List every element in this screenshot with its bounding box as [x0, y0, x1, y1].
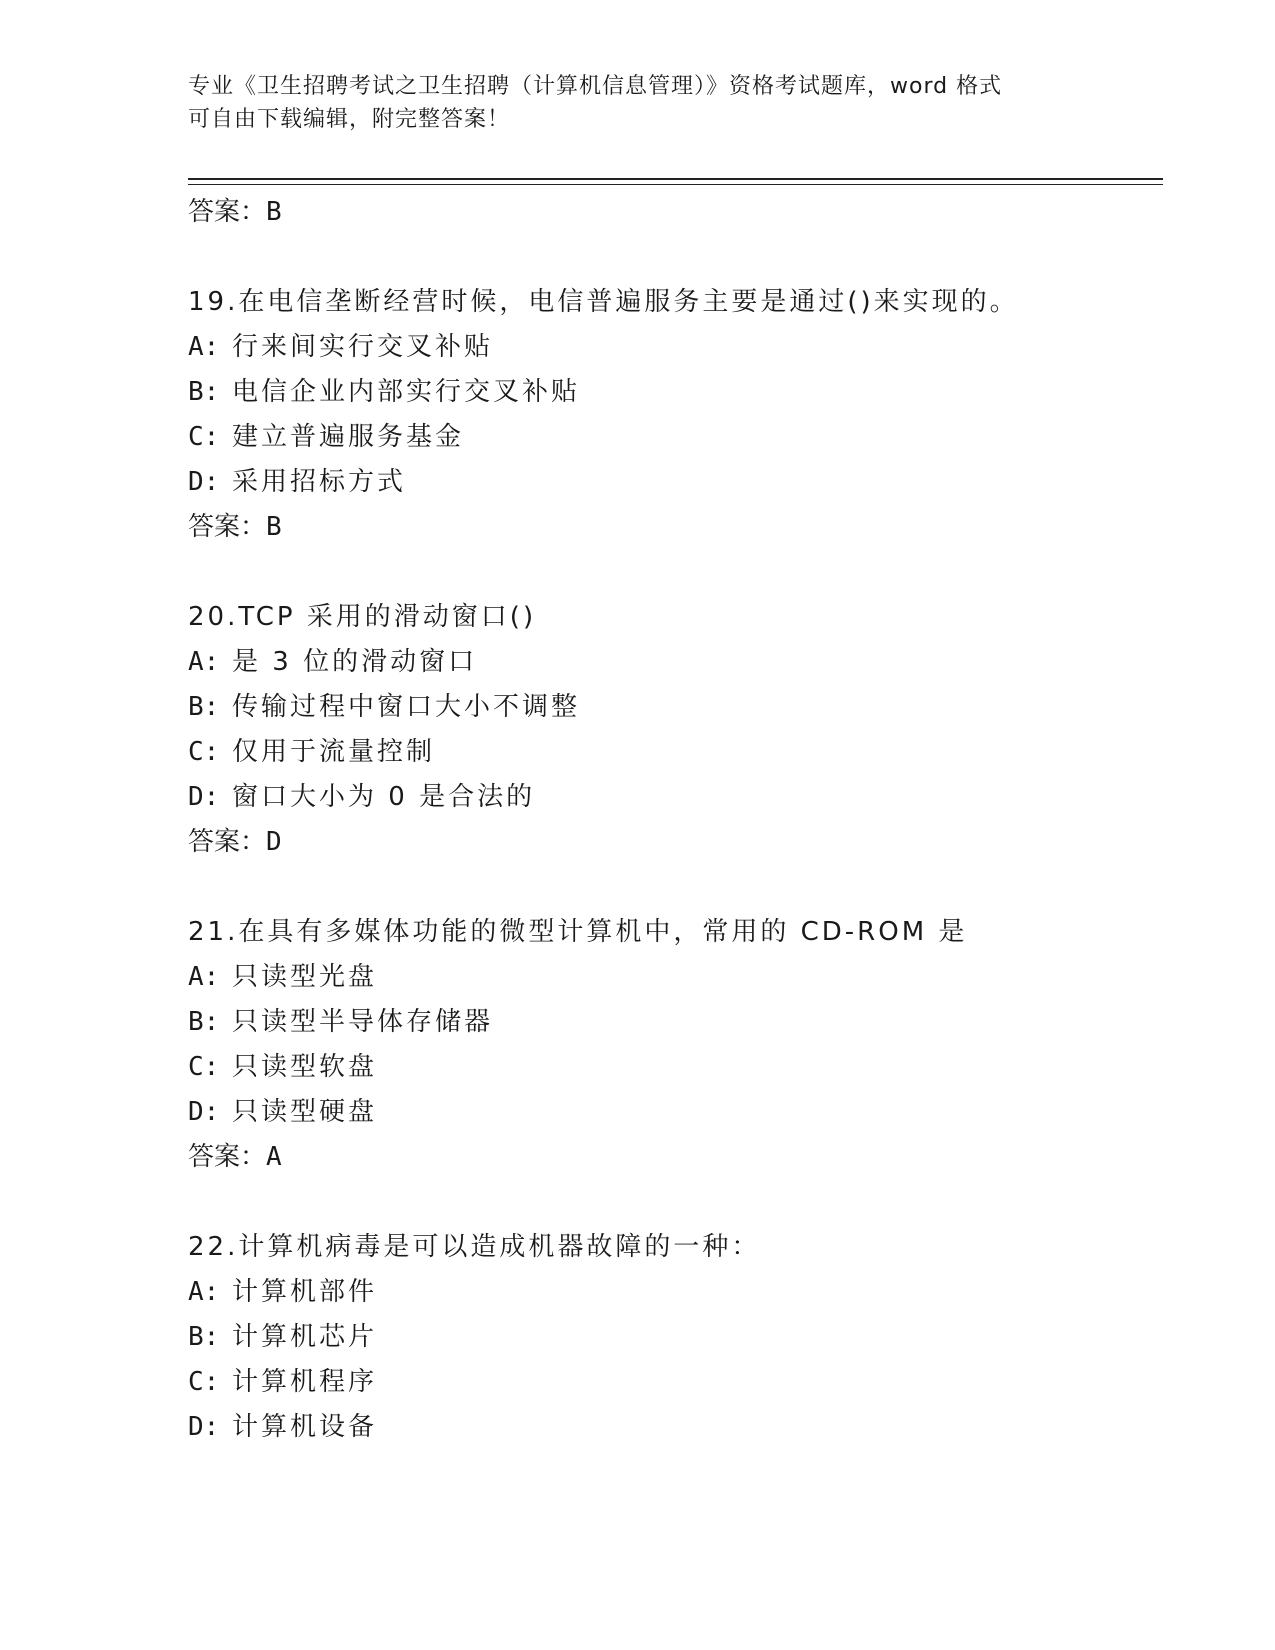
q19-answer: [188, 510, 282, 544]
question-21: 21.在具有多媒体功能的微型计算机中，常用的 CD-ROM 是: [188, 917, 968, 947]
option-key: D:: [188, 467, 220, 497]
option-text: 计算机部件: [232, 1277, 378, 1307]
answer-value: D: [266, 827, 282, 857]
option-key: B:: [188, 1322, 220, 1352]
option-text: 只读型软盘: [232, 1052, 378, 1082]
q21-option-c: [188, 1050, 377, 1084]
question-22: 22.计算机病毒是可以造成机器故障的一种：: [188, 1232, 761, 1262]
option-text: 是 3 位的滑动窗口: [232, 647, 478, 677]
option-key: A:: [188, 962, 220, 992]
option-key: A:: [188, 647, 220, 677]
option-text: 只读型半导体存储器: [232, 1007, 494, 1037]
q21-option-b: [188, 1005, 493, 1039]
answer-value: A: [266, 1142, 282, 1172]
prev-answer: [188, 195, 282, 229]
answer-value: B: [266, 197, 282, 227]
option-text: 计算机程序: [232, 1367, 378, 1397]
header-rule-thin: [188, 184, 1163, 185]
option-key: A:: [188, 1277, 220, 1307]
header-line-2: 可自由下载编辑，附完整答案！: [188, 107, 511, 132]
option-key: C:: [188, 737, 220, 767]
option-key: D:: [188, 1097, 220, 1127]
answer-value: B: [266, 512, 282, 542]
option-text: 电信企业内部实行交叉补贴: [232, 377, 581, 407]
option-key: D:: [188, 1412, 220, 1442]
q21-answer: [188, 1140, 282, 1174]
answer-label: 答案：: [188, 827, 267, 857]
q22-option-c: [188, 1365, 377, 1399]
answer-label: 答案：: [188, 1142, 267, 1172]
option-key: B:: [188, 1007, 220, 1037]
q22-option-b: [188, 1320, 377, 1354]
option-key: D:: [188, 782, 220, 812]
option-key: B:: [188, 377, 220, 407]
q22-option-a: [188, 1275, 377, 1309]
q21-option-a: [188, 960, 377, 994]
q19-option-d: [188, 465, 406, 499]
option-key: A:: [188, 332, 220, 362]
q20-option-b: [188, 690, 580, 724]
question-20: 20.TCP 采用的滑动窗口(): [188, 602, 537, 632]
q20-option-d: [188, 780, 535, 814]
option-text: 仅用于流量控制: [232, 737, 436, 767]
q19-option-c: [188, 420, 464, 454]
document-header: [188, 70, 1088, 136]
option-text: 计算机芯片: [232, 1322, 378, 1352]
q20-option-c: [188, 735, 435, 769]
option-key: C:: [188, 1052, 220, 1082]
question-19: 19.在电信垄断经营时候，电信普遍服务主要是通过()来实现的。: [188, 287, 1019, 317]
option-key: B:: [188, 692, 220, 722]
header-rule-thick: [188, 178, 1163, 180]
option-key: C:: [188, 1367, 220, 1397]
option-text: 行来间实行交叉补贴: [232, 332, 494, 362]
q20-option-a: [188, 645, 477, 679]
option-key: C:: [188, 422, 220, 452]
option-text: 采用招标方式: [232, 467, 407, 497]
header-line-1: 专业《卫生招聘考试之卫生招聘（计算机信息管理）》资格考试题库，word 格式: [188, 74, 1003, 99]
q19-option-b: [188, 375, 580, 409]
q20-answer: [188, 825, 282, 859]
q21-option-d: [188, 1095, 377, 1129]
q22-option-d: [188, 1410, 377, 1444]
option-text: 传输过程中窗口大小不调整: [232, 692, 581, 722]
answer-label: 答案：: [188, 197, 267, 227]
option-text: 只读型光盘: [232, 962, 378, 992]
option-text: 窗口大小为 0 是合法的: [232, 782, 536, 812]
q19-option-a: [188, 330, 493, 364]
answer-label: 答案：: [188, 512, 267, 542]
option-text: 计算机设备: [232, 1412, 378, 1442]
option-text: 建立普遍服务基金: [232, 422, 465, 452]
option-text: 只读型硬盘: [232, 1097, 378, 1127]
